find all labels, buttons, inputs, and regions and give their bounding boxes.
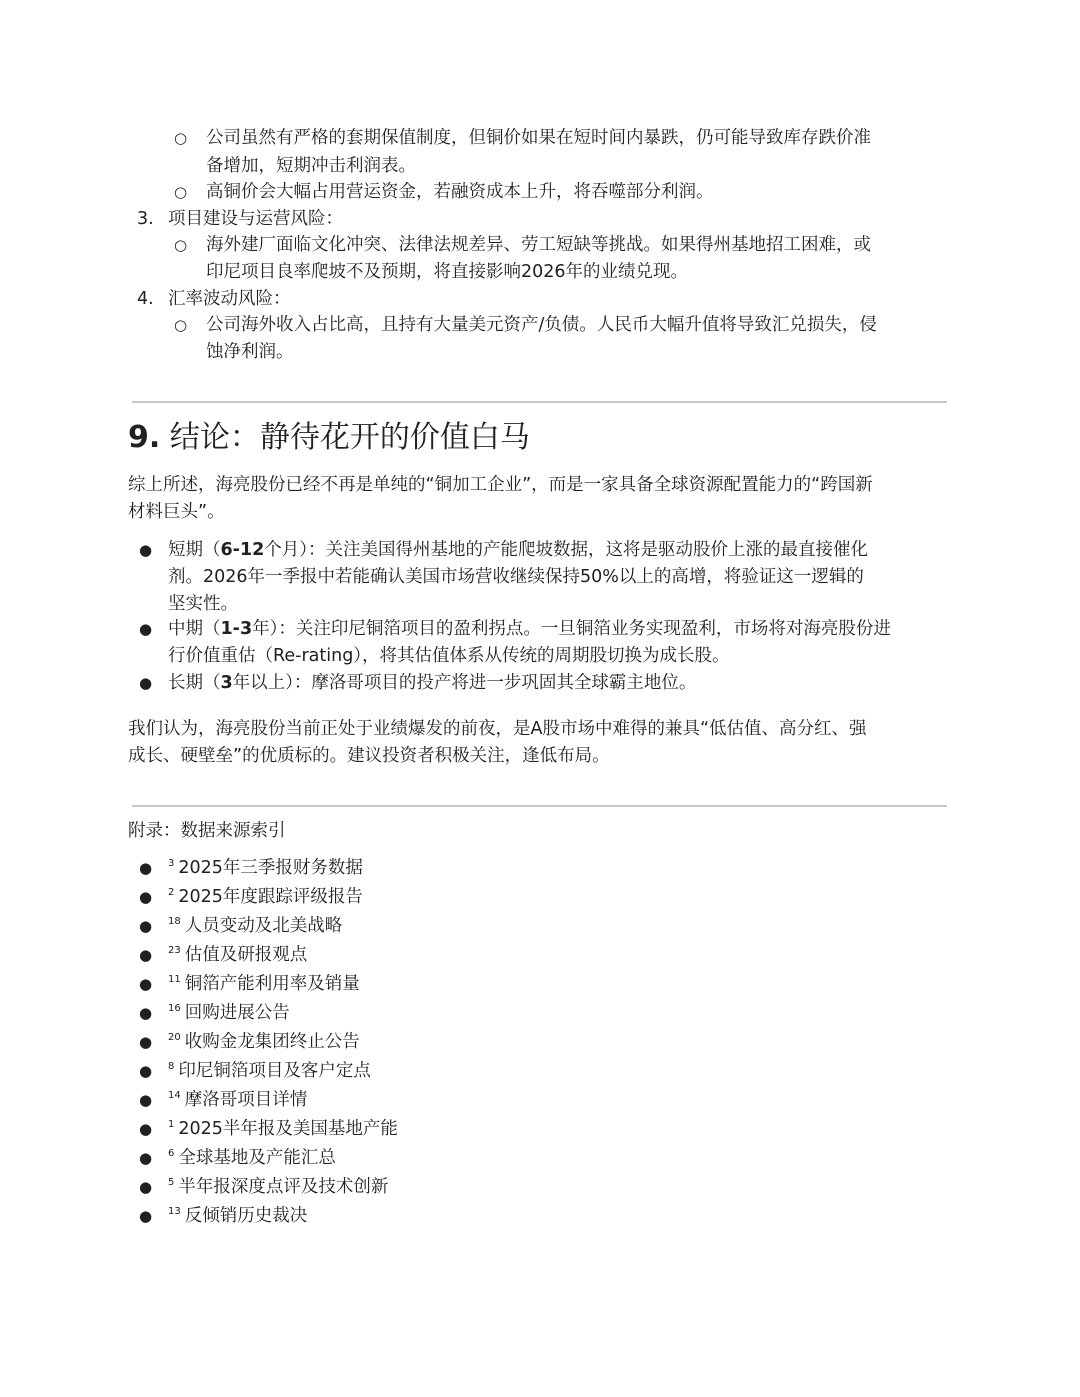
bullet-dot: ● — [139, 917, 153, 935]
bullet-dot: ● — [139, 859, 153, 877]
bullet-dot: ● — [139, 1004, 153, 1022]
bullet-period: 3 — [220, 673, 233, 693]
bullet-dot: ● — [139, 541, 153, 559]
bullet-prefix: 长期（ — [168, 673, 221, 693]
list-item — [139, 1203, 739, 1232]
section-heading — [128, 418, 530, 458]
bullet-dot: ● — [139, 1178, 153, 1196]
list-item — [139, 884, 739, 913]
source-ref: 2 — [168, 887, 175, 899]
source-ref: 23 — [168, 945, 181, 957]
risk-sub4-line1: 公司海外收入占比高，且持有大量美元资产/负债。人民币大幅升值将导致汇兑损失，侵 — [206, 315, 877, 335]
bullet-mid-term-line2: 行价值重估（Re-rating），将其估值体系从传统的周期股切换为成长股。 — [168, 646, 730, 666]
list-item — [139, 1174, 739, 1203]
source-ref: 6 — [168, 1148, 175, 1160]
bullet-short-term-line2: 剂。2026年一季报中若能确认美国市场营收继续保持50%以上的高增，将验证这一逻辑的 — [168, 567, 864, 587]
intro-line1: 综上所述，海亮股份已经不再是单纯的“铜加工企业”，而是一家具备全球资源配置能力的“跨国新 — [128, 475, 873, 495]
bullet-dot: ● — [139, 1207, 153, 1225]
bullet-dot: ● — [139, 975, 153, 993]
source-label: 2025半年报及美国基地产能 — [178, 1119, 398, 1139]
source-ref: 3 — [168, 858, 175, 870]
intro-line2: 材料巨头”。 — [128, 502, 225, 522]
source-ref: 20 — [168, 1032, 181, 1044]
risk-sub4-line2: 蚀净利润。 — [206, 342, 294, 362]
bullet-short-term-line3: 坚实性。 — [168, 594, 238, 614]
list-item — [139, 971, 739, 1000]
list-item — [139, 1000, 739, 1029]
closing-line1: 我们认为，海亮股份当前正处于业绩爆发的前夜，是A股市场中难得的兼具“低估值、高分红、强 — [128, 719, 867, 739]
source-ref: 8 — [168, 1061, 175, 1073]
risk-sub3-line1: 海外建厂面临文化冲突、法律法规差异、劳工短缺等挑战。如果得州基地招工困难，或 — [206, 235, 871, 255]
bullet-dot: ● — [139, 1149, 153, 1167]
list-item — [139, 1029, 739, 1058]
source-label: 2025年度跟踪评级报告 — [178, 887, 363, 907]
source-label: 反倾销历史裁决 — [184, 1206, 308, 1226]
list-item — [139, 1116, 739, 1145]
sub-bullet-circle: ○ — [174, 183, 188, 201]
risk-sub2: 高铜价会大幅占用营运资金，若融资成本上升，将吞噬部分利润。 — [206, 182, 714, 202]
source-label: 摩洛哥项目详情 — [184, 1090, 308, 1110]
sub-bullet-circle: ○ — [174, 236, 188, 254]
heading-number: 9. — [128, 420, 161, 455]
list-item — [139, 1058, 739, 1087]
bullet-body: 年以上）：摩洛哥项目的投产将进一步巩固其全球霸主地位。 — [232, 673, 697, 693]
source-ref: 11 — [168, 974, 181, 986]
bullet-dot: ● — [139, 674, 153, 692]
bullet-period: 6-12 — [220, 540, 265, 560]
source-ref: 18 — [168, 916, 181, 928]
bullet-dot: ● — [139, 888, 153, 906]
section-divider — [132, 401, 947, 403]
sub-bullet-circle: ○ — [174, 316, 188, 334]
list-item — [139, 855, 739, 884]
source-label: 人员变动及北美战略 — [184, 916, 343, 936]
bullet-prefix: 中期（ — [168, 619, 221, 639]
bullet-dot: ● — [139, 1033, 153, 1051]
list-item — [139, 1087, 739, 1116]
source-ref: 1 — [168, 1119, 175, 1131]
list-item — [139, 942, 739, 971]
source-label: 印尼铜箔项目及客户定点 — [178, 1061, 371, 1081]
source-ref: 14 — [168, 1090, 181, 1102]
bullet-body: 个月）：关注美国得州基地的产能爬坡数据，这将是驱动股价上涨的最直接催化 — [264, 540, 869, 560]
bullet-body: 年）：关注印尼铜箔项目的盈利拐点。一旦铜箔业务实现盈利，市场将对海亮股份进 — [252, 619, 891, 639]
bullet-dot: ● — [139, 1091, 153, 1109]
bullet-short-term-line1 — [168, 537, 868, 564]
source-label: 估值及研报观点 — [184, 945, 308, 965]
bullet-mid-term-line1 — [168, 616, 891, 643]
risk-sub1-line1: 公司虽然有严格的套期保值制度，但铜价如果在短时间内暴跌，仍可能导致库存跌价准 — [206, 128, 871, 148]
bullet-dot: ● — [139, 946, 153, 964]
source-label: 回购进展公告 — [184, 1003, 290, 1023]
source-label: 半年报深度点评及技术创新 — [178, 1177, 389, 1197]
bullet-long-term-line1 — [168, 670, 696, 697]
source-label: 2025年三季报财务数据 — [178, 858, 363, 878]
risk-sub3-line2: 印尼项目良率爬坡不及预期，将直接影响2026年的业绩兑现。 — [206, 262, 689, 282]
bullet-dot: ● — [139, 620, 153, 638]
heading-text: 结论：静待花开的价值白马 — [169, 420, 530, 455]
risk-sub1-line2: 备增加，短期冲击利润表。 — [206, 156, 416, 176]
appendix-title: 附录：数据来源索引 — [128, 821, 286, 841]
source-ref: 5 — [168, 1177, 175, 1189]
risk-item-title: 项目建设与运营风险： — [168, 209, 343, 229]
source-ref: 16 — [168, 1003, 181, 1015]
source-label: 铜箔产能利用率及销量 — [184, 974, 360, 994]
bullet-dot: ● — [139, 1062, 153, 1080]
list-item — [139, 1145, 739, 1174]
sub-bullet-circle: ○ — [174, 129, 188, 147]
source-label: 收购金龙集团终止公告 — [184, 1032, 360, 1052]
list-item — [139, 913, 739, 942]
appendix-divider — [132, 805, 947, 807]
source-ref: 13 — [168, 1206, 181, 1218]
bullet-dot: ● — [139, 1120, 153, 1138]
closing-line2: 成长、硬壁垒”的优质标的。建议投资者积极关注，逢低布局。 — [128, 746, 610, 766]
risk-item-number: 3. — [137, 209, 154, 229]
risk-item-title: 汇率波动风险： — [168, 289, 291, 309]
bullet-prefix: 短期（ — [168, 540, 221, 560]
bullet-period: 1-3 — [220, 619, 253, 639]
risk-item-number: 4. — [137, 289, 154, 309]
source-label: 全球基地及产能汇总 — [178, 1148, 336, 1168]
